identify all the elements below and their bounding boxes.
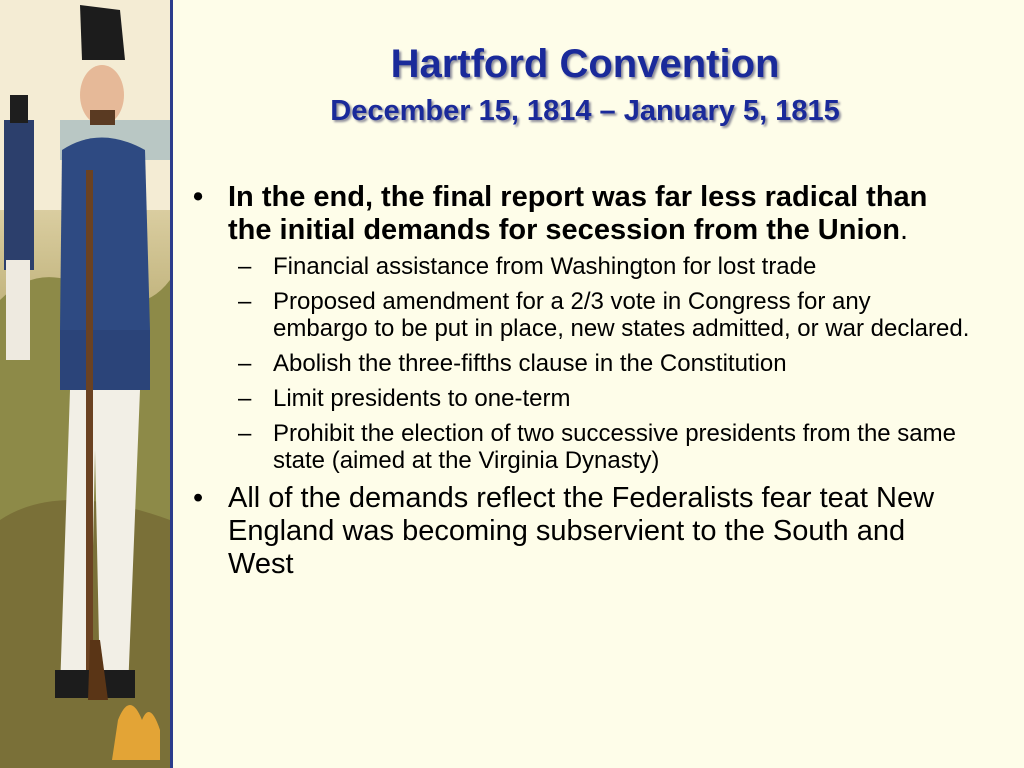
dash-icon: – (238, 288, 252, 315)
bullet-text: In the end, the final report was far less radical than the initial demands for secession from the Union (228, 181, 928, 246)
dash-icon: – (238, 253, 252, 280)
subbullet-item (190, 288, 970, 342)
dash-icon: – (238, 420, 252, 447)
subbullet-text: Abolish the three-fifths clause in the Constitution (273, 350, 787, 377)
subbullet-text: Limit presidents to one-term (273, 385, 571, 412)
subbullet-list (190, 253, 970, 474)
subbullet-text: Proposed amendment for a 2/3 vote in Congress for any embargo to be put in place, new states admitted, or war declared. (273, 288, 970, 342)
bullet-federalists-fear (190, 482, 970, 581)
bullet-final-report (190, 181, 970, 247)
slide-title: Hartford Convention (390, 42, 780, 86)
bullet-text: All of the demands reflect the Federalists fear teat New England was becoming subservient to the South and West (228, 482, 935, 580)
bullet-icon: • (193, 181, 204, 213)
subbullet-item (190, 420, 970, 474)
subbullet-item (190, 350, 970, 377)
subbullet-item (190, 253, 970, 280)
slide-content (190, 181, 970, 581)
subbullet-item (190, 385, 970, 412)
dash-icon: – (238, 385, 252, 412)
divider-line (170, 0, 173, 768)
bullet-icon: • (193, 482, 204, 514)
subbullet-text: Prohibit the election of two successive presidents from the same state (aimed at the Virginia Dynasty) (273, 420, 956, 474)
soldier-illustration (0, 0, 170, 768)
bullet-trail: . (899, 214, 909, 246)
subbullet-text: Financial assistance from Washington for lost trade (273, 253, 817, 280)
slide-subtitle: December 15, 1814 – January 5, 1815 (330, 95, 840, 127)
dash-icon: – (238, 350, 252, 377)
